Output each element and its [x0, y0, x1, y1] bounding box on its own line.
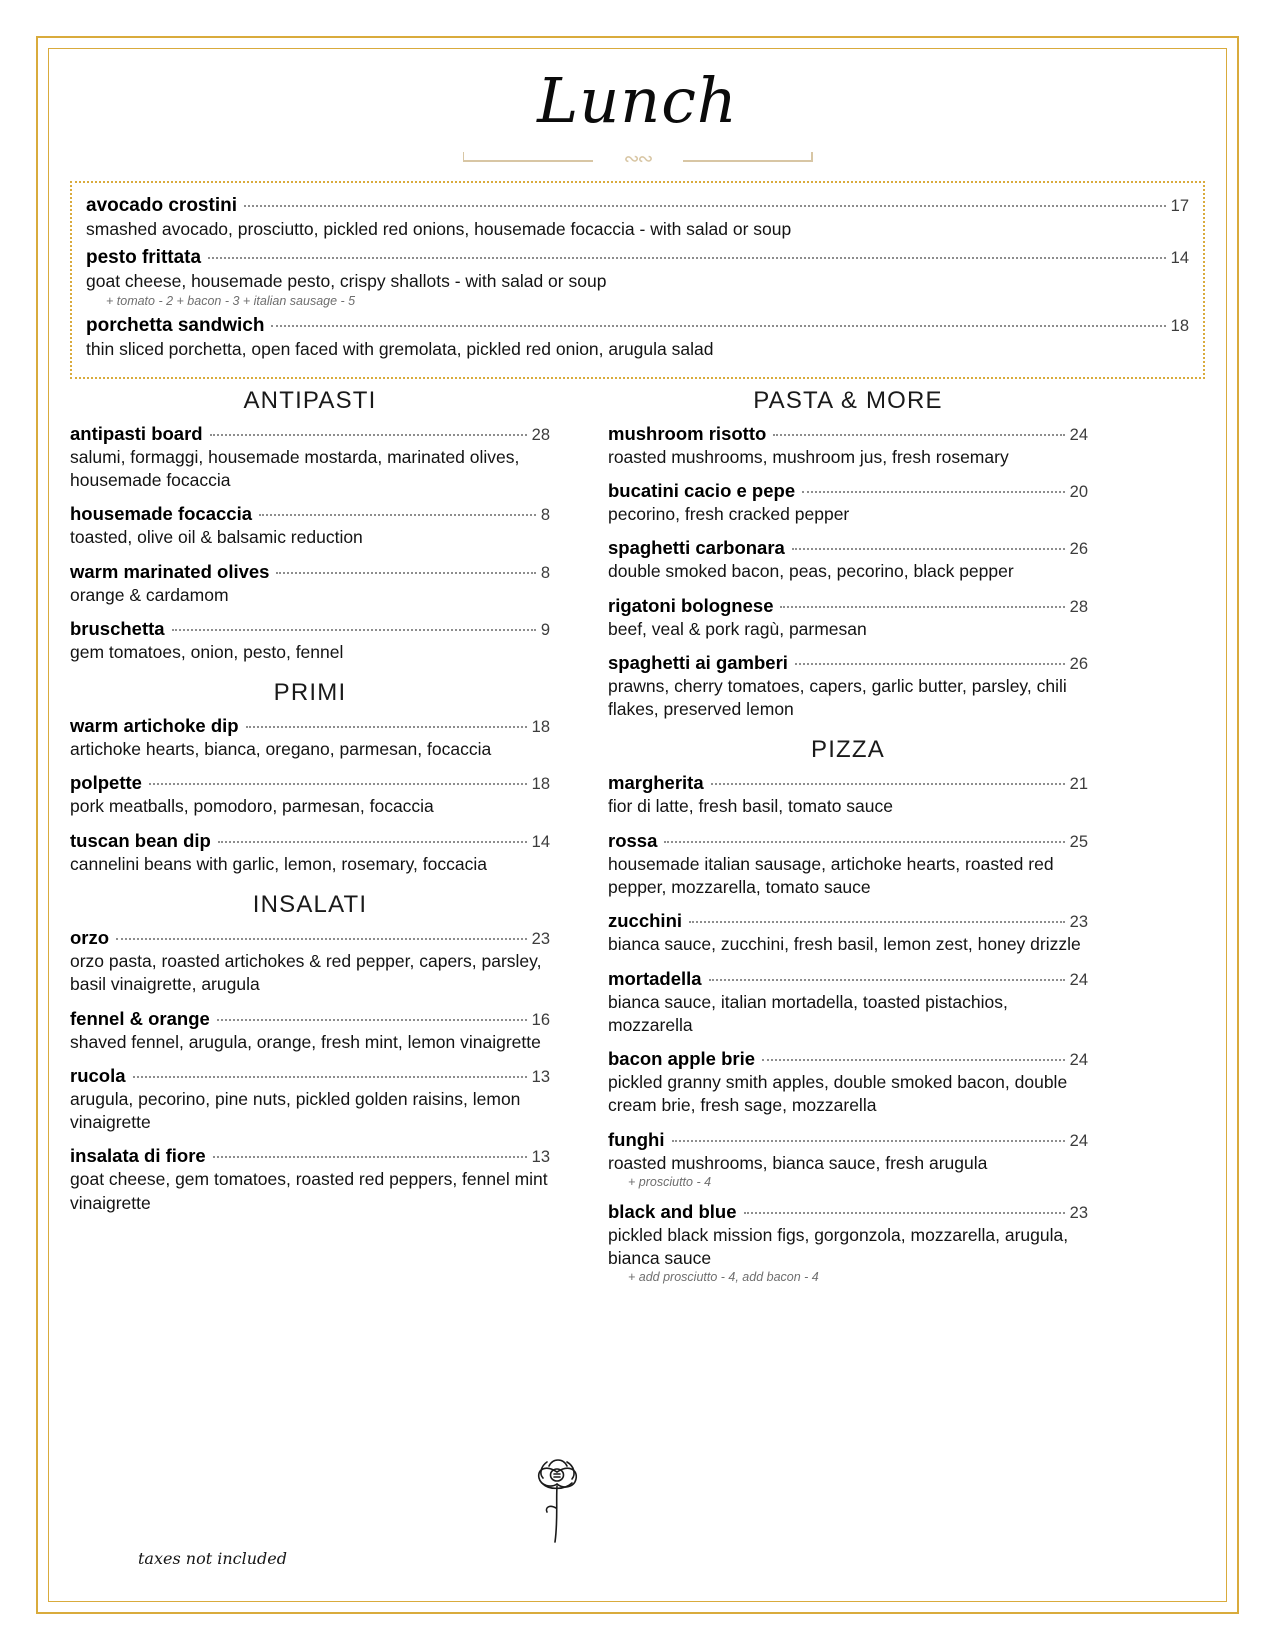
menu-item-price: 20: [1069, 483, 1088, 502]
menu-item-line: [70, 927, 550, 949]
menu-item-name: tuscan bean dip: [70, 829, 211, 851]
menu-item-name: rigatoni bolognese: [608, 594, 774, 616]
menu-item: [608, 968, 1088, 1038]
menu-item-name: orzo: [70, 927, 110, 949]
menu-page: [70, 56, 1205, 1586]
menu-item-price: 26: [1069, 654, 1088, 673]
menu-item-line: [608, 772, 1088, 794]
menu-item: [608, 772, 1088, 818]
menu-item-name: polpette: [70, 772, 142, 794]
menu-item-description: toasted, olive oil & balsamic reduction: [70, 527, 363, 548]
menu-item-name: bruschetta: [70, 617, 165, 639]
menu-item-line: [70, 618, 550, 640]
menu-item-name: spaghetti ai gamberi: [608, 651, 788, 673]
menu-item-price: 23: [1069, 1203, 1088, 1222]
menu-item: [70, 772, 550, 818]
leader-dots: [246, 726, 527, 728]
menu-item-name: black and blue: [608, 1200, 737, 1222]
leader-dots: [149, 783, 527, 785]
section-heading: PIZZA: [810, 736, 885, 764]
featured-items-box: [70, 181, 1205, 379]
menu-item: [70, 423, 550, 493]
menu-item: [608, 480, 1088, 526]
leader-dots: [802, 491, 1065, 493]
menu-item: [86, 247, 1189, 308]
menu-item-price: 18: [531, 718, 550, 737]
leader-dots: [795, 663, 1065, 665]
menu-item-line: [608, 910, 1088, 932]
menu-item-description: roasted mushrooms, mushroom jus, fresh rosemary: [608, 446, 1009, 467]
menu-item-description: goat cheese, gem tomatoes, roasted red peppers, fennel mint vinaigrette: [70, 1169, 548, 1213]
menu-item-description: cannelini beans with garlic, lemon, rosemary, foccacia: [70, 853, 487, 874]
menu-item-description: pickled black mission figs, gorgonzola, mozzarella, arugula, bianca sauce: [608, 1224, 1069, 1269]
title-flourish-divider: [463, 149, 813, 171]
leader-dots: [709, 979, 1065, 981]
menu-item-line: [70, 1065, 550, 1087]
menu-item-line: [608, 537, 1088, 559]
menu-item: [70, 927, 550, 997]
leader-dots: [172, 629, 536, 631]
menu-item-price: 24: [1069, 1131, 1088, 1150]
menu-item-line: [608, 1048, 1088, 1070]
menu-item-line: [608, 1201, 1088, 1223]
corner-ornament-bottom-left: [36, 1592, 58, 1614]
menu-item-description: shaved fennel, arugula, orange, fresh mint, lemon vinaigrette: [70, 1031, 541, 1052]
menu-item-price: 24: [1069, 425, 1088, 444]
menu-item-price: 13: [531, 1067, 550, 1086]
menu-item-price: 18: [531, 775, 550, 794]
flourish-bar-right: [683, 160, 813, 162]
menu-item-price: 9: [540, 620, 550, 639]
corner-ornament-top-left: [36, 36, 58, 58]
menu-item: [70, 715, 550, 761]
menu-item-name: mushroom risotto: [608, 422, 767, 444]
menu-item: [70, 503, 550, 549]
leader-dots: [773, 434, 1064, 436]
menu-item-description: roasted mushrooms, bianca sauce, fresh arugula: [608, 1152, 988, 1173]
flower-ornament-icon: [525, 1438, 589, 1548]
menu-item: [70, 1145, 550, 1215]
menu-item-line: [608, 480, 1088, 502]
leader-dots: [133, 1076, 527, 1078]
menu-item-addons: + prosciutto - 4: [628, 1174, 712, 1189]
menu-item-price: 24: [1069, 1051, 1088, 1070]
menu-item: [70, 830, 550, 876]
leader-dots: [271, 325, 1165, 327]
menu-item: [608, 1201, 1088, 1286]
menu-item-name: zucchini: [608, 910, 683, 932]
menu-item-line: [608, 968, 1088, 990]
menu-item-price: 14: [1170, 249, 1189, 268]
leader-dots: [218, 841, 527, 843]
menu-item-price: 14: [531, 832, 550, 851]
menu-item-description: bianca sauce, italian mortadella, toasted pistachios, mozzarella: [608, 991, 1008, 1035]
leader-dots: [780, 606, 1064, 608]
menu-item-description: prawns, cherry tomatoes, capers, garlic butter, parsley, chili flakes, preserved lemon: [608, 675, 1067, 720]
menu-item: [70, 1065, 550, 1135]
menu-item: [86, 315, 1189, 361]
menu-item: [70, 1008, 550, 1054]
menu-item: [608, 1048, 1088, 1118]
leader-dots: [664, 841, 1064, 843]
menu-item-price: 16: [531, 1010, 550, 1029]
menu-item-price: 23: [531, 930, 550, 949]
right-column: [608, 383, 1088, 1297]
menu-item-name: housemade focaccia: [70, 503, 252, 525]
menu-item-name: warm artichoke dip: [70, 715, 239, 737]
menu-item-price: 26: [1069, 540, 1088, 559]
menu-item: [70, 618, 550, 664]
menu-item-line: [70, 772, 550, 794]
menu-item-line: [608, 830, 1088, 852]
flourish-knot-icon: ∾∾: [623, 148, 652, 171]
left-column: [70, 383, 550, 1297]
menu-item-description: thin sliced porchetta, open faced with gremolata, pickled red onion, arugula salad: [86, 338, 714, 359]
menu-item-line: [70, 503, 550, 525]
menu-item-description: beef, veal & pork ragù, parmesan: [608, 618, 867, 639]
menu-item-name: pesto frittata: [86, 247, 202, 269]
menu-item-price: 24: [1069, 970, 1088, 989]
menu-item-name: avocado crostini: [86, 195, 237, 217]
menu-item-addons: + tomato - 2 + bacon - 3 + italian sausage - 5: [106, 293, 356, 308]
leader-dots: [208, 257, 1166, 259]
menu-item-name: rossa: [608, 829, 658, 851]
menu-item-name: warm marinated olives: [70, 560, 270, 582]
menu-item-price: 25: [1069, 832, 1088, 851]
leader-dots: [689, 921, 1065, 923]
menu-item-description: artichoke hearts, bianca, oregano, parmesan, focaccia: [70, 739, 492, 760]
menu-item-line: [86, 315, 1189, 337]
menu-item: [608, 1129, 1088, 1190]
leader-dots: [259, 514, 536, 516]
menu-columns: [70, 383, 1205, 1297]
menu-item-line: [70, 423, 550, 445]
menu-item-price: 28: [531, 425, 550, 444]
menu-item-name: antipasti board: [70, 422, 203, 444]
menu-item-price: 8: [540, 506, 550, 525]
menu-item-price: 28: [1069, 597, 1088, 616]
menu-item-line: [608, 1129, 1088, 1151]
menu-item: [608, 423, 1088, 469]
menu-item-name: margherita: [608, 772, 704, 794]
leader-dots: [744, 1212, 1065, 1214]
menu-item-price: 17: [1170, 197, 1189, 216]
menu-item-name: rucola: [70, 1064, 126, 1086]
menu-item-name: spaghetti carbonara: [608, 537, 785, 559]
menu-item-name: insalata di fiore: [70, 1145, 206, 1167]
menu-item-line: [70, 1008, 550, 1030]
menu-item: [608, 537, 1088, 583]
menu-item-description: arugula, pecorino, pine nuts, pickled golden raisins, lemon vinaigrette: [70, 1088, 521, 1133]
menu-item: [86, 195, 1189, 241]
menu-item-line: [608, 595, 1088, 617]
menu-item-description: housemade italian sausage, artichoke hearts, roasted red pepper, mozzarella, tomato sauce: [608, 853, 1054, 898]
menu-item-description: orange & cardamom: [70, 584, 229, 605]
section-heading: INSALATI: [252, 891, 368, 919]
menu-item-line: [70, 715, 550, 737]
leader-dots: [116, 938, 527, 940]
menu-item-line: [70, 1145, 550, 1167]
leader-dots: [672, 1140, 1065, 1142]
menu-item-price: 13: [531, 1148, 550, 1167]
menu-item-description: double smoked bacon, peas, pecorino, black pepper: [608, 561, 1014, 582]
leader-dots: [792, 548, 1065, 550]
menu-item-description: pork meatballs, pomodoro, parmesan, focaccia: [70, 796, 434, 817]
menu-item-description: fior di latte, fresh basil, tomato sauce: [608, 796, 893, 817]
menu-item-name: bucatini cacio e pepe: [608, 480, 796, 502]
corner-ornament-top-right: [1217, 36, 1239, 58]
menu-item-line: [70, 830, 550, 852]
menu-item-line: [70, 561, 550, 583]
menu-item: [608, 910, 1088, 956]
menu-item-addons: + add prosciutto - 4, add bacon - 4: [628, 1270, 819, 1285]
page-title: Lunch: [537, 64, 738, 137]
menu-item-description: pecorino, fresh cracked pepper: [608, 504, 850, 525]
leader-dots: [762, 1059, 1065, 1061]
leader-dots: [276, 572, 535, 574]
leader-dots: [711, 783, 1065, 785]
flourish-bar-left: [463, 160, 593, 162]
menu-item: [608, 595, 1088, 641]
menu-item-description: gem tomatoes, onion, pesto, fennel: [70, 641, 344, 662]
menu-item-price: 23: [1069, 913, 1088, 932]
menu-item: [70, 561, 550, 607]
menu-item-description: goat cheese, housemade pesto, crispy shallots - with salad or soup: [86, 271, 607, 292]
menu-item-line: [608, 423, 1088, 445]
menu-item-description: bianca sauce, zucchini, fresh basil, lemon zest, honey drizzle: [608, 934, 1081, 955]
menu-item-name: porchetta sandwich: [86, 314, 265, 336]
leader-dots: [210, 434, 527, 436]
taxes-note: taxes not included: [138, 1549, 287, 1568]
menu-item-description: pickled granny smith apples, double smoked bacon, double cream brie, fresh sage, mozzarella: [608, 1072, 1068, 1116]
leader-dots: [217, 1019, 527, 1021]
menu-item-name: funghi: [608, 1128, 665, 1150]
section-heading: ANTIPASTI: [243, 386, 377, 414]
section-heading: PRIMI: [273, 679, 347, 707]
menu-item-description: orzo pasta, roasted artichokes & red pepper, capers, parsley, basil vinaigrette, arugula: [70, 951, 542, 995]
menu-item-name: mortadella: [608, 967, 702, 989]
section-heading: PASTA & MORE: [753, 386, 943, 414]
menu-item-description: salumi, formaggi, housemade mostarda, marinated olives, housemade focaccia: [70, 446, 520, 491]
menu-item: [608, 652, 1088, 722]
menu-item-price: 21: [1069, 775, 1088, 794]
menu-item-description: smashed avocado, prosciutto, pickled red onions, housemade focaccia - with salad or soup: [86, 219, 792, 240]
menu-item-price: 8: [540, 563, 550, 582]
menu-item-line: [608, 652, 1088, 674]
menu-item: [608, 830, 1088, 900]
menu-item-line: [86, 195, 1189, 217]
menu-item-name: bacon apple brie: [608, 1048, 756, 1070]
leader-dots: [213, 1156, 527, 1158]
menu-item-name: fennel & orange: [70, 1007, 210, 1029]
menu-item-price: 18: [1170, 316, 1189, 335]
corner-ornament-bottom-right: [1217, 1592, 1239, 1614]
menu-item-line: [86, 247, 1189, 269]
leader-dots: [244, 205, 1166, 207]
